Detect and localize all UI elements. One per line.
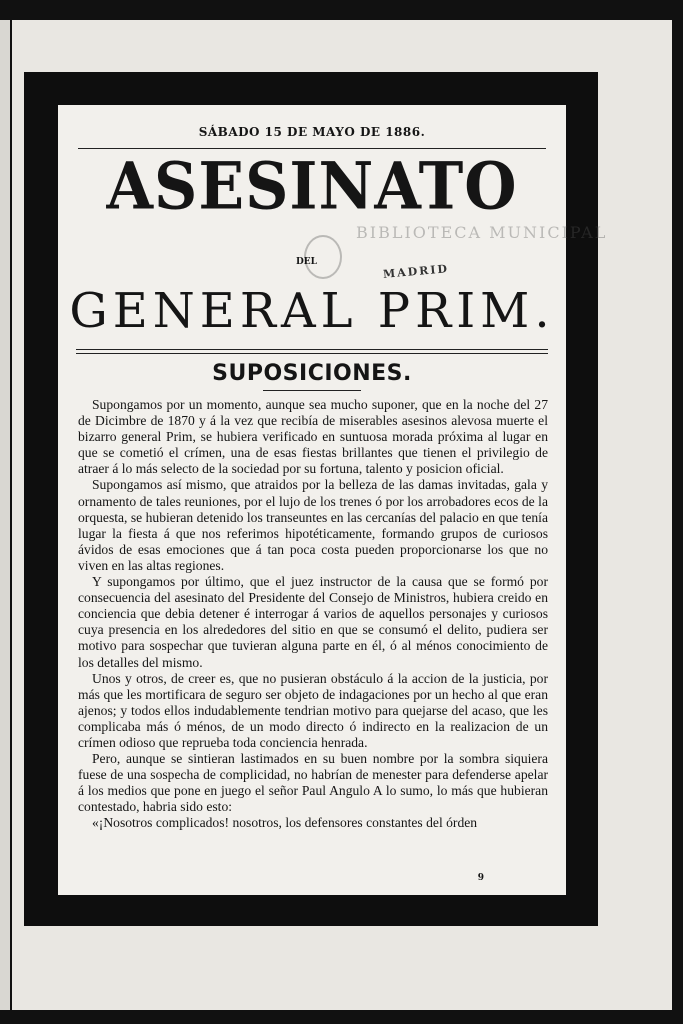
paragraph: Supongamos por un momento, aunque sea mucho suponer, que en la noche del 27 de Dicimbre de 1870 y á la vez que recibía de miserables asesinos alevosa muerte el bizarro general Prim, se hubiera verificado en suntuosa morada próxima al lugar en que se cometió el crímen, una de esas fiestas brillantes que tienen el privilegio de atraer á lo más selecto de la sociedad por su fortuna, talento y posicion oficial.	[78, 397, 548, 477]
paragraph: Supongamos así mismo, que atraidos por la belleza de las damas invitadas, gala y ornamento de tales reuniones, por el lujo de los trenes ó por los arrobadores ecos de la orquesta, se hubieran detenido los transeuntes en las cercanías del palacio en que tenía lugar la fiesta á que nos referimos hipotéticamente, formando grupos de curiosos ávidos de esas emociones que á tan poca costa pueden proporcionarse los que no viven en las altas regiones.	[78, 477, 548, 573]
section-underline	[263, 390, 361, 391]
headline-title: ASESINATO	[106, 149, 518, 225]
stamp-text: BIBLIOTECA MUNICIPAL	[356, 223, 608, 242]
document-sheet	[58, 105, 608, 895]
paragraph: «¡Nosotros complicados! nosotros, los defensores constantes del órden	[92, 815, 478, 831]
title-rule-top	[76, 349, 548, 350]
paragraph: Unos y otros, de creer es, que no pusieran obstáculo á la accion de la justicia, por más que les mortificara de seguro ser objeto de indagaciones por un hecho al que eran ajenos; y todos ellos indudablemente tendrian motivo para quejarse del acaso, que les complicaba más ó ménos, de un modo directo ó indirecto en la realizacion de un crímen odioso que reprueba toda conciencia henrada.	[78, 670, 548, 750]
headline-subtitle: GENERAL PRIM.	[69, 283, 555, 339]
paragraph: Pero, aunque se sintieran lastimados en su buen nombre por la sombra siquiera fuese de una sospecha de complicidad, no habrían de menester para defenderse apelar á los medios que pone en juego el señor Paul Angulo A lo sumo, lo más que hubieran contestado, habria sido esto:	[78, 751, 548, 815]
issue-date: SÁBADO 15 DE MAYO DE 1886.	[198, 125, 426, 139]
section-heading: SUPOSICIONES.	[212, 361, 412, 386]
adjacent-page-edge	[0, 20, 10, 1010]
page-number: 9	[477, 873, 484, 883]
article-body	[78, 397, 548, 832]
paragraph: Y supongamos por último, que el juez instructor de la causa que se formó por consecuencia del asesinato del Presidente del Consejo de Ministros, hubiera creido en conciencia que debia detener é interrogar á varios de aquellos personajes y curiosos cuya presencia en los alrededores del sitio en que se consumó el delito, pudiera ser motivo para sospechar que tuvieran alguna parte en él, ó al ménos conocimiento de los detalles del mismo.	[78, 574, 548, 670]
headline-connector: DEL	[296, 257, 317, 267]
stamp-city: MADRID	[382, 262, 450, 281]
title-rule-bottom	[76, 353, 548, 354]
